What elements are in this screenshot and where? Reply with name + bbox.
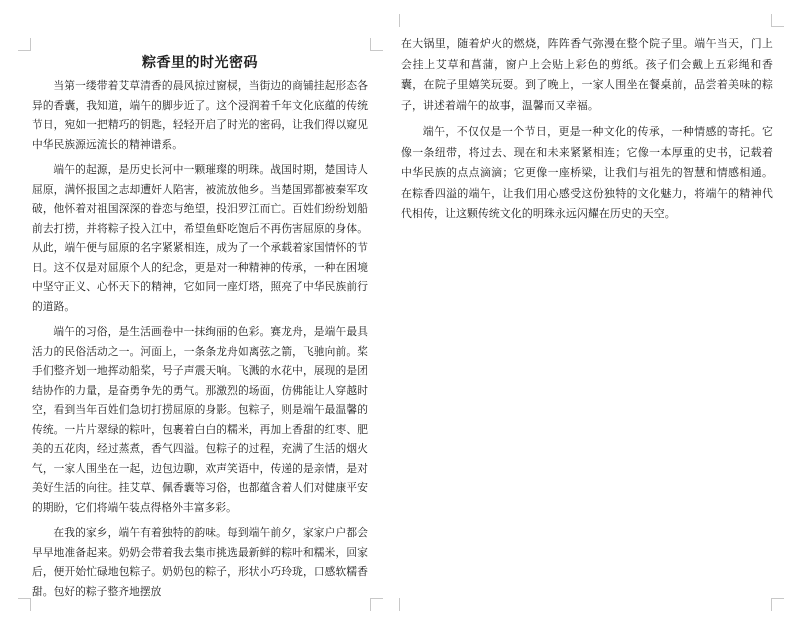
left-page xyxy=(0,0,399,642)
crop-mark-bottom-left-right-page xyxy=(399,598,400,611)
left-page-text[interactable] xyxy=(32,52,368,607)
crop-mark-top-left xyxy=(18,38,31,51)
right-page-text[interactable] xyxy=(401,34,773,231)
document-title: 粽香里的时光密码 xyxy=(142,55,258,71)
right-page xyxy=(399,0,798,642)
paragraph-customs: 端午的习俗，是生活画卷中一抹绚丽的色彩。赛龙舟，是端午最具活力的民俗活动之一。河面上，一条条龙舟如离弦之箭，飞驰向前。桨手们整齐划一地挥动船桨，号子声震天响。飞溅的水花中，展现的是团结协作的力量，是奋勇争先的勇气。那激烈的场面，仿佛能让人穿越时空，看到当年百姓们急切打捞屈原的身影。包粽子，则是端午最温馨的传统。一片片翠绿的粽叶，包裹着白白的糯米，再加上香甜的红枣、肥美的五花肉，经过蒸煮，香气四溢。包粽子的过程，充满了生活的烟火气，一家人围坐在一起，边包边聊，欢声笑语中，传递的是亲情，是对美好生活的向往。挂艾草、佩香囊等习俗，也都蕴含着人们对健康平安的期盼，它们将端午装点得格外丰富多彩。 xyxy=(32,325,368,514)
paragraph-hometown-continued: 在大锅里，随着炉火的燃烧，阵阵香气弥漫在整个院子里。端午当天，门上会挂上艾草和菖蒲，窗户上会贴上彩色的剪纸。孩子们会戴上五彩绳和香囊，在院子里嬉笑玩耍。到了晚上，一家人围坐在餐桌前，品尝着美味的粽子，讲述着端午的故事，温馨而又幸福。 xyxy=(401,37,773,112)
crop-mark-bottom-left xyxy=(18,598,31,611)
crop-mark-top-right xyxy=(370,38,383,51)
crop-mark-bottom-right-right-page xyxy=(771,598,784,611)
paragraph-hometown: 在我的家乡，端午有着独特的韵味。每到端午前夕，家家户户都会早早地准备起来。奶奶会带着我去集市挑选最新鲜的粽叶和糯米，回家后，便开始忙碌地包粽子。奶奶包的粽子，形状小巧玲珑，口感软糯香甜。包好的粽子整齐地摆放 xyxy=(32,526,368,598)
paragraph-conclusion: 端午，不仅仅是一个节日，更是一种文化的传承，一种情感的寄托。它像一条纽带，将过去、现在和未来紧紧相连；它像一本厚重的史书，记载着中华民族的点点滴滴；它更像一座桥梁，让我们与祖先的智慧和情感相通。在粽香四溢的端午，让我们用心感受这份独特的文化魅力，将端午的精神代代相传，让这颗传统文化的明珠永远闪耀在历史的天空。 xyxy=(401,125,773,220)
paragraph-origin: 端午的起源，是历史长河中一颗璀璨的明珠。战国时期，楚国诗人屈原，满怀报国之志却遭奸人陷害，被流放他乡。当楚国郢都被秦军攻破，他怀着对祖国深深的眷恋与绝望，投汨罗江而亡。百姓们纷纷划船前去打捞，并将粽子投入江中，希望鱼虾吃饱后不再伤害屈原的身体。从此，端午便与屈原的名字紧紧相连，成为了一个承载着家国情怀的节日。这不仅是对屈原个人的纪念，更是对一种精神的传承，一种在困境中坚守正义、心怀天下的精神，它如同一座灯塔，照亮了中华民族前行的道路。 xyxy=(32,163,368,313)
crop-mark-top-right-right-page xyxy=(771,14,784,27)
crop-mark-bottom-right xyxy=(370,598,383,611)
crop-mark-top-left-right-page xyxy=(399,14,400,27)
paragraph-intro: 当第一缕带着艾草清香的晨风掠过窗棂，当街边的商铺挂起形态各异的香囊，我知道，端午的脚步近了。这个浸润着千年文化底蕴的传统节日，宛如一把精巧的钥匙，轻轻开启了时光的密码，让我们得以窥见中华民族源远流长的精神谱系。 xyxy=(32,79,368,151)
